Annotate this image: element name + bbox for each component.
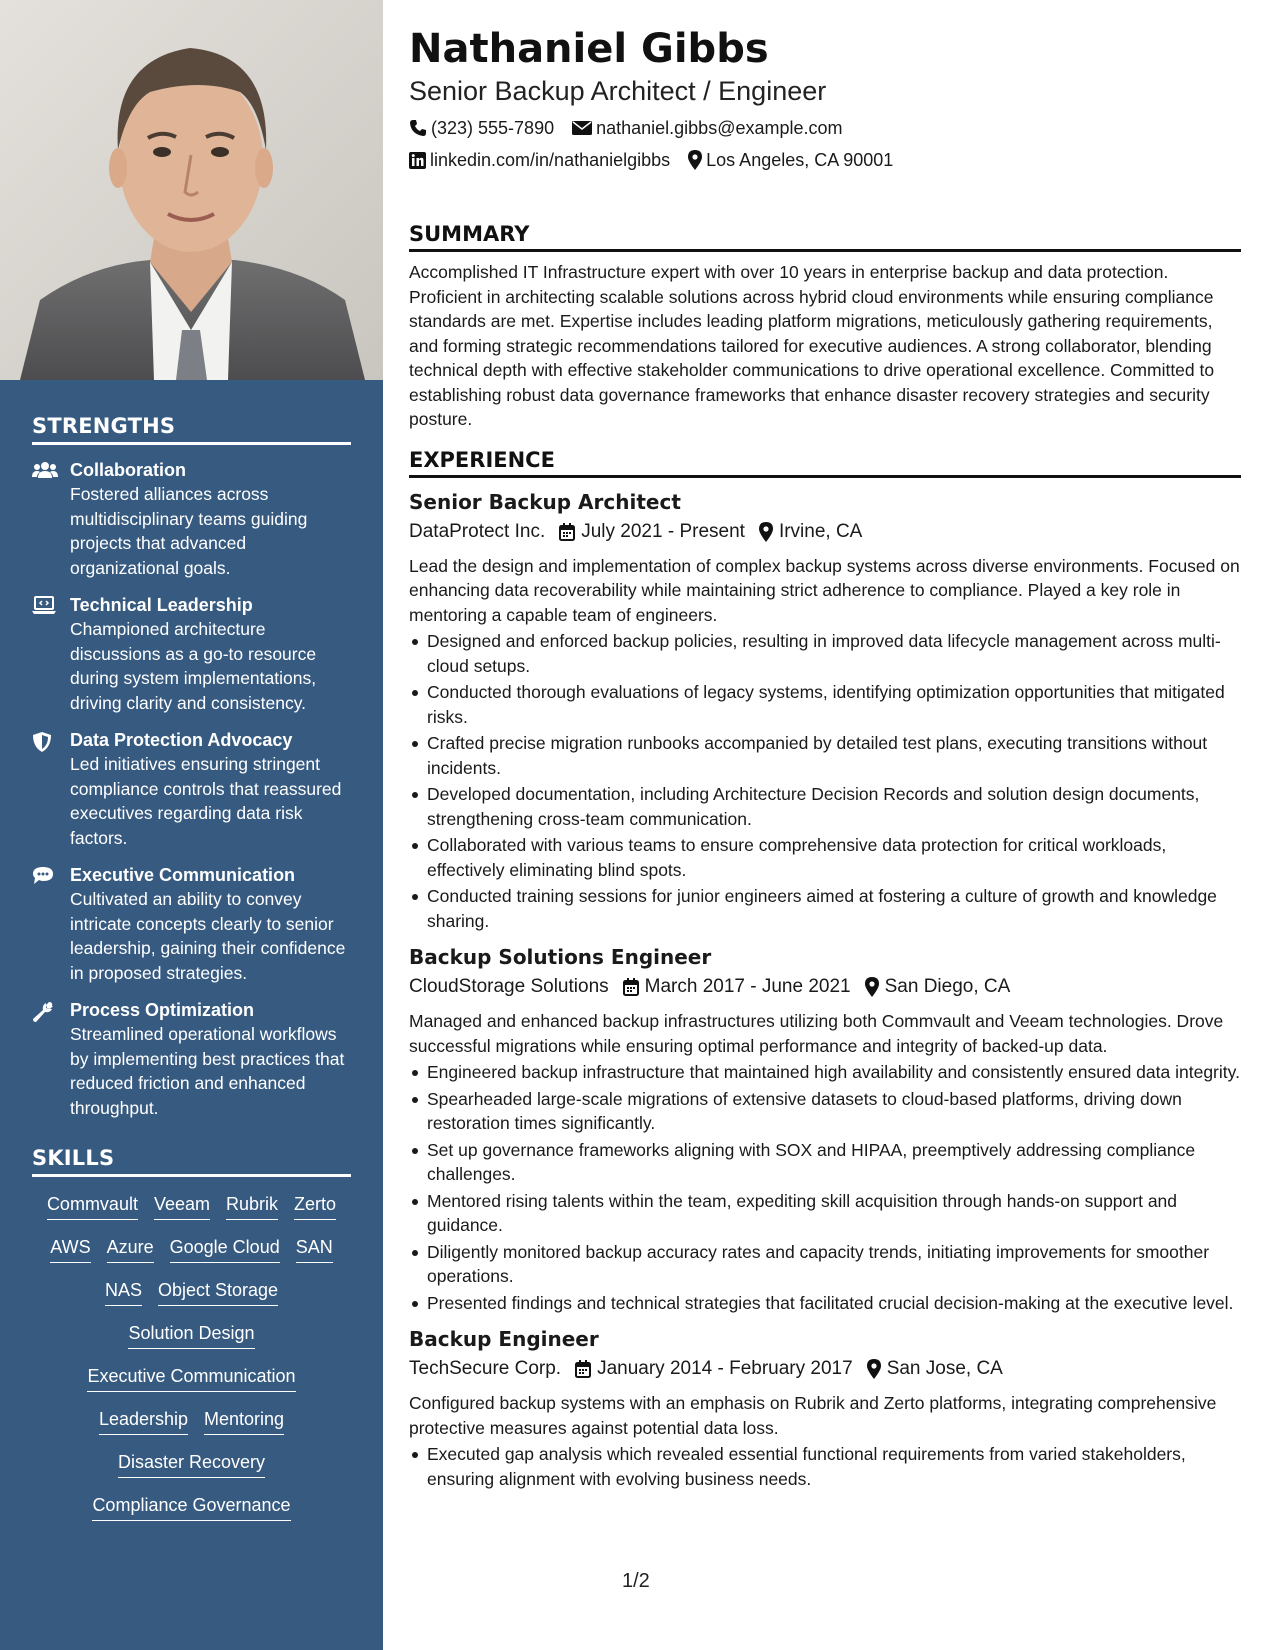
strength-name: Collaboration bbox=[70, 460, 186, 480]
bullet-item: Designed and enforced backup policies, resulting in improved data lifecycle management across multi-cloud setups. bbox=[409, 629, 1241, 678]
job-location: San Jose, CA bbox=[886, 1358, 1003, 1379]
contact-row bbox=[409, 148, 1241, 172]
main-content bbox=[409, 0, 1241, 1493]
skill-tag: Compliance Governance bbox=[92, 1490, 290, 1521]
experience-title: EXPERIENCE bbox=[409, 448, 1241, 478]
summary-text: Accomplished IT Infrastructure expert with over 10 years in enterprise backup and data protection. Proficient in architecting scalable solutions across hybrid cloud environments while ensuring compliance standards are met. Expertise includes leading platform migrations, meticulously gathering requirements, and forming strategic recommendations tailored for executive audiences. A strong collaborator, blending technical depth with effective stakeholder communications to drive operational excellence. Committed to establishing robust data governance frameworks that enhance disaster recovery strategies and security posture. bbox=[409, 262, 1215, 429]
skills-list bbox=[32, 1183, 351, 1527]
skill-tag: Leadership bbox=[99, 1404, 188, 1435]
bullet-item: Developed documentation, including Architecture Decision Records and solution design documents, strengthening cross-team communication. bbox=[409, 782, 1241, 831]
skill-tag: Object Storage bbox=[158, 1275, 278, 1306]
phone-icon bbox=[409, 119, 427, 137]
strength-desc: Cultivated an ability to convey intricate concepts clearly to senior leadership, gaining their confidence in proposed strategies. bbox=[70, 889, 346, 983]
job-bullets bbox=[409, 1060, 1241, 1315]
job-dates: March 2017 - June 2021 bbox=[644, 976, 851, 997]
strengths-title: STRENGTHS bbox=[32, 414, 351, 445]
skill-tag: Executive Communication bbox=[87, 1361, 295, 1392]
job-location: San Diego, CA bbox=[884, 976, 1011, 997]
phone-text: (323) 555-7890 bbox=[431, 118, 555, 138]
strength-desc: Streamlined operational workflows by implementing best practices that reduced friction and enhanced throughput. bbox=[70, 1024, 345, 1118]
job-bullets bbox=[409, 629, 1241, 933]
laptop-code-icon bbox=[32, 593, 70, 715]
linkedin-icon bbox=[409, 152, 426, 169]
strength-item bbox=[32, 593, 351, 715]
contact-row bbox=[409, 116, 1241, 140]
strengths-section bbox=[0, 414, 383, 1120]
job-title: Senior Backup Architect bbox=[409, 489, 681, 514]
location-text: Los Angeles, CA 90001 bbox=[706, 150, 894, 170]
strength-name: Executive Communication bbox=[70, 865, 296, 885]
skills-section bbox=[0, 1146, 383, 1527]
skill-tag: Azure bbox=[107, 1232, 154, 1263]
strength-name: Process Optimization bbox=[70, 1000, 255, 1020]
skill-tag: Rubrik bbox=[226, 1189, 278, 1220]
bullet-item: Collaborated with various teams to ensure comprehensive data protection for critical workloads, effectively eliminating blind spots. bbox=[409, 833, 1241, 882]
strength-name: Technical Leadership bbox=[70, 595, 253, 615]
map-marker-icon bbox=[865, 977, 879, 997]
job-description: Managed and enhanced backup infrastructures utilizing both Commvault and Veeam technologies. Drove successful migrations while ensuring optimal performance and integrity of backed-up data. bbox=[409, 1011, 1224, 1056]
job-company: TechSecure Corp. bbox=[409, 1358, 562, 1379]
job-title: Backup Solutions Engineer bbox=[409, 945, 712, 969]
bullet-item: Engineered backup infrastructure that maintained high availability and consistently ensured data integrity. bbox=[409, 1060, 1241, 1085]
skill-tag: Disaster Recovery bbox=[118, 1447, 265, 1478]
job-location: Irvine, CA bbox=[778, 520, 863, 542]
calendar-icon bbox=[575, 1360, 591, 1378]
skill-tag: SAN bbox=[296, 1232, 333, 1263]
strength-item bbox=[32, 998, 351, 1120]
skill-tag: AWS bbox=[50, 1232, 90, 1263]
skill-tag: Google Cloud bbox=[170, 1232, 280, 1263]
job-description: Lead the design and implementation of complex backup systems across diverse environments. Focused on enhancing data recoverability while maintaining strict adherence to compliance. Played a key role in mentoring a capable team of engineers. bbox=[409, 555, 1240, 625]
bullet-item: Conducted training sessions for junior engineers aimed at fostering a culture of growth and knowledge sharing. bbox=[409, 884, 1241, 933]
map-marker-icon bbox=[867, 1359, 881, 1379]
users-icon bbox=[32, 458, 70, 580]
strength-desc: Fostered alliances across multidisciplinary teams guiding projects that advanced organizational goals. bbox=[70, 484, 308, 578]
job-headline: Senior Backup Architect / Engineer bbox=[409, 76, 827, 106]
sidebar bbox=[0, 0, 383, 1650]
job-entry bbox=[409, 1325, 1241, 1491]
summary-title: SUMMARY bbox=[409, 222, 1241, 252]
skill-tag: Solution Design bbox=[128, 1318, 254, 1349]
page-number: 1/2 bbox=[622, 1570, 650, 1592]
skill-tag: Veeam bbox=[154, 1189, 210, 1220]
job-meta bbox=[409, 974, 1241, 1000]
map-marker-icon bbox=[688, 150, 702, 170]
job-entry bbox=[409, 943, 1241, 1315]
skill-tag: Zerto bbox=[294, 1189, 336, 1220]
bullet-item: Presented findings and technical strategies that facilitated crucial decision-making at the executive level. bbox=[409, 1291, 1241, 1316]
phone-contact[interactable] bbox=[409, 116, 554, 140]
strength-item bbox=[32, 458, 351, 580]
job-meta bbox=[409, 519, 1241, 545]
strength-item bbox=[32, 728, 351, 850]
profile-photo bbox=[0, 0, 383, 380]
job-meta bbox=[409, 1356, 1241, 1382]
strength-item bbox=[32, 863, 351, 985]
email-contact[interactable] bbox=[572, 116, 842, 140]
envelope-icon bbox=[572, 120, 592, 136]
skill-tag: Commvault bbox=[47, 1189, 138, 1220]
comment-dots-icon bbox=[32, 863, 70, 985]
skill-tag: NAS bbox=[105, 1275, 142, 1306]
email-text: nathaniel.gibbs@example.com bbox=[596, 118, 843, 138]
job-title: Backup Engineer bbox=[409, 1327, 599, 1351]
job-dates: July 2021 - Present bbox=[581, 520, 745, 542]
calendar-icon bbox=[559, 523, 575, 541]
job-entry bbox=[409, 488, 1241, 934]
map-marker-icon bbox=[759, 522, 773, 542]
calendar-icon bbox=[623, 978, 639, 996]
person-name: Nathaniel Gibbs bbox=[409, 26, 769, 72]
job-description: Configured backup systems with an emphasis on Rubrik and Zerto platforms, integrating comprehensive protective measures against potential data loss. bbox=[409, 1393, 1217, 1438]
skill-tag: Mentoring bbox=[204, 1404, 284, 1435]
strength-name: Data Protection Advocacy bbox=[70, 730, 293, 750]
bullet-item: Executed gap analysis which revealed essential functional requirements from varied stakeholders, ensuring alignment with evolving business needs. bbox=[409, 1442, 1241, 1491]
location-contact bbox=[688, 148, 893, 172]
linkedin-contact[interactable] bbox=[409, 148, 670, 172]
job-dates: January 2014 - February 2017 bbox=[597, 1358, 853, 1379]
bullet-item: Conducted thorough evaluations of legacy systems, identifying optimization opportunities that mitigated risks. bbox=[409, 680, 1241, 729]
shield-icon bbox=[32, 728, 70, 850]
bullet-item: Set up governance frameworks aligning with SOX and HIPAA, preemptively addressing compliance challenges. bbox=[409, 1138, 1241, 1187]
skills-title: SKILLS bbox=[32, 1146, 351, 1177]
linkedin-text: linkedin.com/in/nathanielgibbs bbox=[430, 150, 671, 170]
strength-desc: Led initiatives ensuring stringent compliance controls that reassured executives regarding data risk factors. bbox=[70, 754, 342, 848]
bullet-item: Diligently monitored backup accuracy rates and capacity trends, initiating improvements for smoother operations. bbox=[409, 1240, 1241, 1289]
bullet-item: Crafted precise migration runbooks accompanied by detailed test plans, executing transitions without incidents. bbox=[409, 731, 1241, 780]
job-company: CloudStorage Solutions bbox=[409, 976, 609, 997]
job-bullets bbox=[409, 1442, 1241, 1491]
bullet-item: Spearheaded large-scale migrations of extensive datasets to cloud-based platforms, driving down restoration times significantly. bbox=[409, 1087, 1241, 1136]
bullet-item: Mentored rising talents within the team, expediting skill acquisition through hands-on support and guidance. bbox=[409, 1189, 1241, 1238]
strength-desc: Championed architecture discussions as a go-to resource during system implementations, driving clarity and consistency. bbox=[70, 619, 317, 713]
wrench-icon bbox=[32, 998, 70, 1120]
job-company: DataProtect Inc. bbox=[409, 520, 546, 542]
